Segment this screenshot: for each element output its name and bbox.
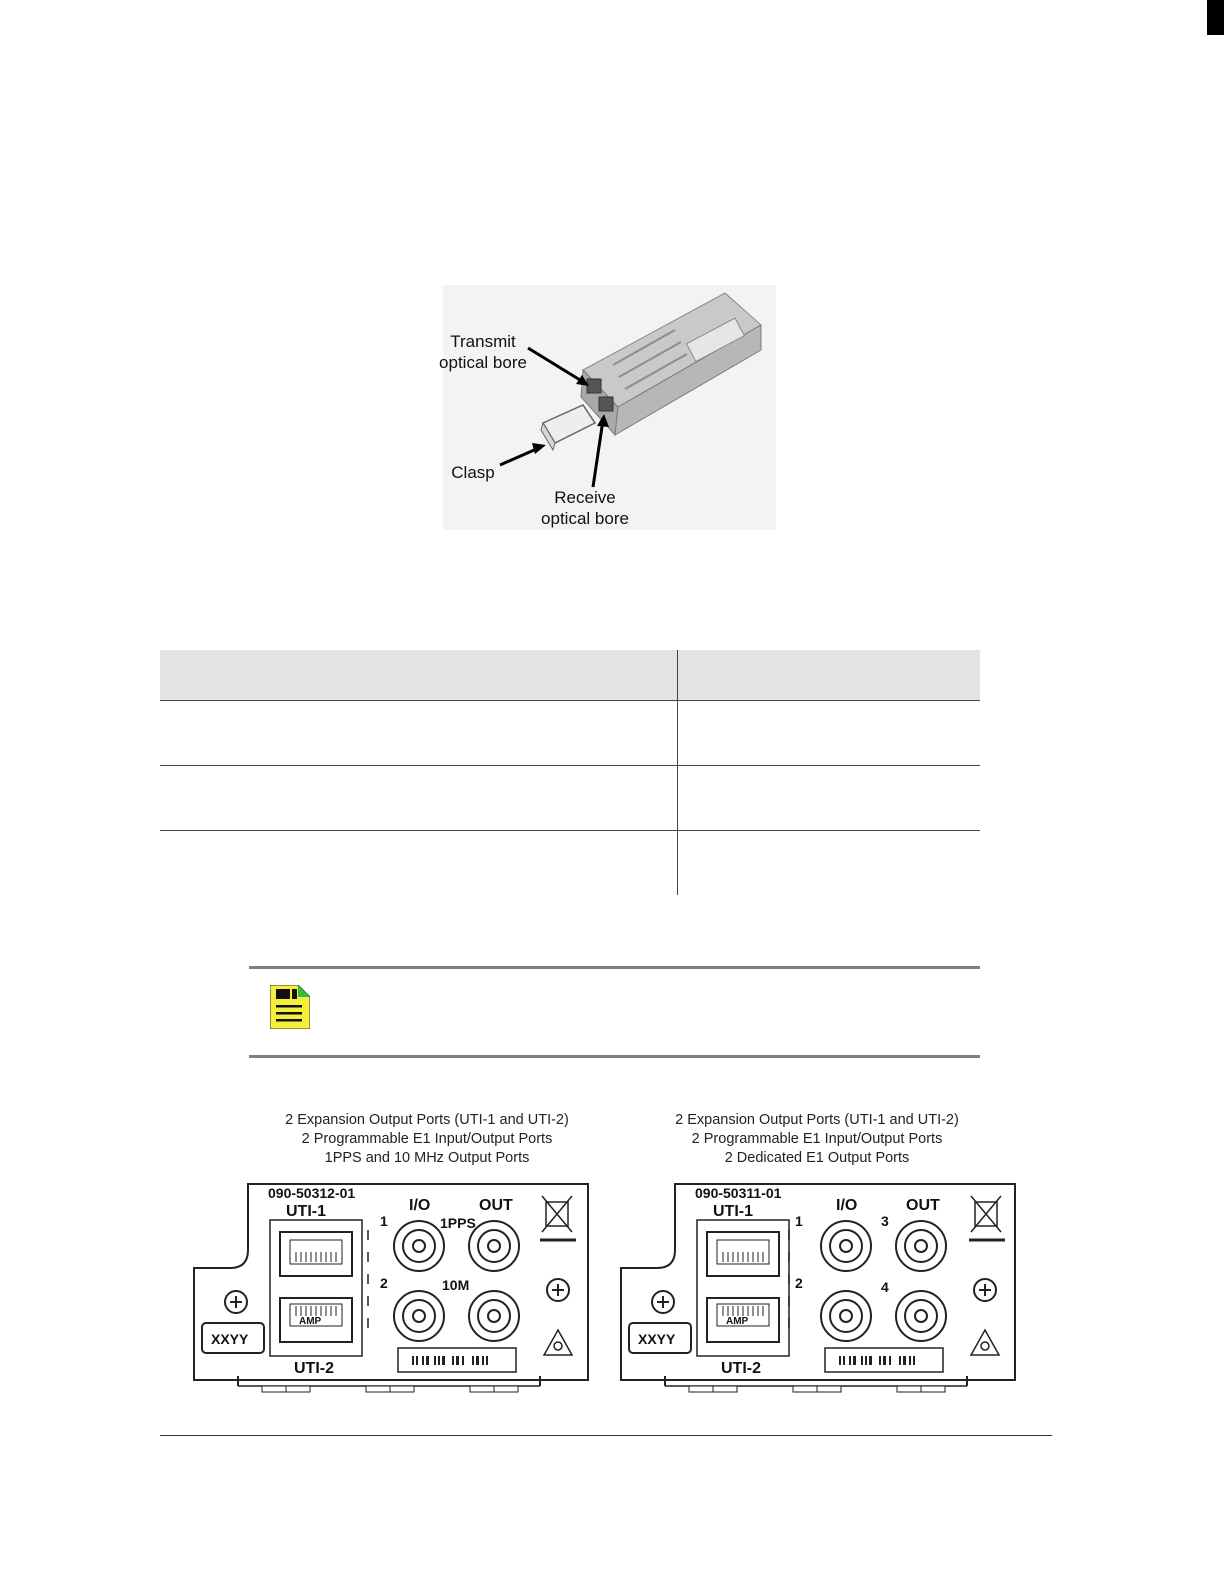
page-edge-tab <box>1207 0 1224 35</box>
panel-1-drawing <box>190 1180 595 1395</box>
panel-1-caption-line: 1PPS and 10 MHz Output Ports <box>324 1150 530 1166</box>
panel-1-port-2-label: 2 <box>380 1275 388 1291</box>
panel-2-caption-line: 2 Expansion Output Ports (UTI-1 and UTI-2) <box>675 1112 959 1128</box>
panel-2-amp-label: AMP <box>726 1316 749 1327</box>
panel-1-part-number: 090-50312-01 <box>268 1185 356 1201</box>
panel-2-uti1-label: UTI-1 <box>713 1203 753 1220</box>
table-cell <box>160 831 678 896</box>
table-header-cell <box>160 650 678 701</box>
panel-2-caption-line: 2 Dedicated E1 Output Ports <box>724 1150 910 1166</box>
panel-1-caption-line: 2 Expansion Output Ports (UTI-1 and UTI-2) <box>285 1112 569 1128</box>
panel-1-port-1-label: 1 <box>380 1213 388 1229</box>
panel-1-uti1-label: UTI-1 <box>286 1203 326 1220</box>
panel-1-uti2-label: UTI-2 <box>294 1360 334 1377</box>
panel-1-badge: XXYY <box>211 1331 249 1347</box>
panel-2-io-label: I/O <box>836 1197 858 1214</box>
panel-1-caption-line: 2 Programmable E1 Input/Output Ports <box>301 1131 553 1147</box>
panel-1-amp-label: AMP <box>299 1316 322 1327</box>
note-top-rule <box>249 966 980 969</box>
table-cell <box>678 766 981 831</box>
table-header-cell <box>678 650 981 701</box>
table-row <box>160 831 980 896</box>
table-header-row <box>160 650 980 701</box>
panel-2-caption-line: 2 Programmable E1 Input/Output Ports <box>691 1131 943 1147</box>
receive-callout-line1: Receive <box>554 488 616 507</box>
panel-2-out-label: OUT <box>906 1197 940 1214</box>
panel-1-io-label: I/O <box>409 1197 431 1214</box>
note-bottom-rule <box>249 1055 980 1058</box>
panel-2-caption <box>642 1111 992 1168</box>
receive-callout-line2: optical bore <box>541 509 629 528</box>
clasp-callout: Clasp <box>451 463 495 482</box>
table-row <box>160 766 980 831</box>
panel-2-port-2-label: 2 <box>795 1275 803 1291</box>
panel-2-badge: XXYY <box>638 1331 676 1347</box>
panel-2-port-4-label: 4 <box>881 1279 889 1295</box>
panel-1-1pps-label: 1PPS <box>440 1215 476 1231</box>
panel-1-caption <box>252 1111 602 1168</box>
table-row <box>160 701 980 766</box>
sfp-transceiver-figure <box>439 285 776 530</box>
specification-table <box>160 650 980 895</box>
footer-rule <box>160 1435 1052 1436</box>
transmit-callout-line2: optical bore <box>439 353 527 372</box>
panel-2-port-3-label: 3 <box>881 1213 889 1229</box>
table-cell <box>160 766 678 831</box>
panel-2-drawing <box>617 1180 1022 1395</box>
panel-2-uti2-label: UTI-2 <box>721 1360 761 1377</box>
panel-1-out-label: OUT <box>479 1197 513 1214</box>
table-cell <box>678 701 981 766</box>
note-icon <box>270 985 310 1029</box>
panel-1-10m-label: 10M <box>442 1277 470 1293</box>
table-cell <box>160 701 678 766</box>
transmit-callout-line1: Transmit <box>450 332 516 351</box>
panel-2-part-number: 090-50311-01 <box>695 1185 782 1201</box>
panel-2-port-1-label: 1 <box>795 1213 803 1229</box>
table-cell <box>678 831 981 896</box>
